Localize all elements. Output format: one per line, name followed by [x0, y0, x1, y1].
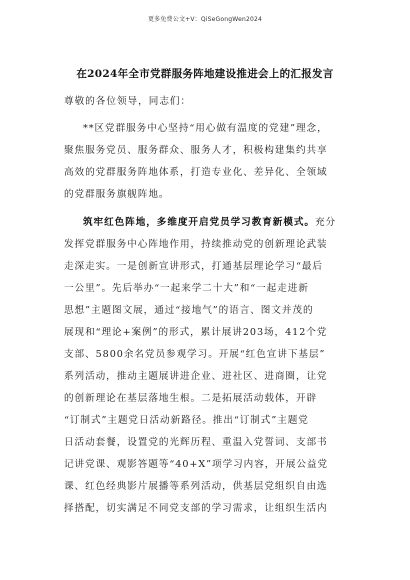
paragraph-line: 支部、5800余名党员参观学习。开展“红色宣讲下基层”: [64, 349, 326, 360]
paragraph-line: 展现和“理论+案例”的形式，累计展讲203场，412个党: [64, 327, 328, 338]
document-title: 在2024年全市党群服务阵地建设推进会上的汇报发言: [76, 68, 334, 80]
paragraph-line: “订制式”主题党日活动新路径。推出“订制式”主题党: [64, 415, 309, 426]
paragraph-line: [64, 212, 364, 234]
paragraph-line: 思想”主题图文展，通过“接地气”的语言、图文并茂的: [64, 305, 314, 316]
paragraph-line: 课、红色经典影片展播等系列活动，供基层党组织自由选: [64, 481, 328, 492]
paragraph-line: 记讲党课、观影答题等“40+X”项学习内容，开展公益党: [64, 459, 329, 470]
paragraph-line: 的党群服务旗舰阵地。: [64, 189, 170, 200]
paragraph-line: **区党群服务中心坚持“用心做有温度的党建”理念，: [83, 123, 328, 134]
intro-paragraph: [64, 118, 364, 206]
paragraph-line: 日活动套餐，设置党的光辉历程、重温入党誓词、支部书: [64, 437, 328, 448]
section-paragraph: [64, 212, 364, 520]
paragraph-line: 走深走实。一是创新宣讲形式，打通基层理论学习“最后: [64, 261, 323, 272]
paragraph-line: 发挥党群服务中心阵地作用，持续推动党的创新理论武装: [64, 239, 328, 250]
paragraph-line: 系列活动，推动主题展讲进企业、进社区、进商圈，让党: [64, 371, 328, 382]
header-note: 更多免费公文+V：QiSeGongWen2024: [147, 16, 263, 23]
paragraph-line: 的创新理论在基层落地生根。二是拓展活动载体，开辟: [64, 393, 318, 404]
paragraph-line: 择搭配，切实满足不同党支部的学习需求，让组织生活内: [64, 503, 328, 514]
paragraph-line: 聚焦服务党员、服务群众、服务人才，积极构建集约共享: [64, 145, 328, 156]
section-heading: 筑牢红色阵地，多维度开启党员学习教育新模式。: [83, 217, 315, 228]
section-heading-continuation: 充分: [314, 217, 337, 228]
paragraph-line: 高效的党群服务阵地体系，打造专业化、差异化、全领域: [64, 167, 328, 178]
paragraph-line: 一公里”。先后举办“一起来学二十大”和“一起走进新: [64, 283, 309, 294]
salutation: 尊敬的各位领导，同志们：: [64, 96, 192, 107]
